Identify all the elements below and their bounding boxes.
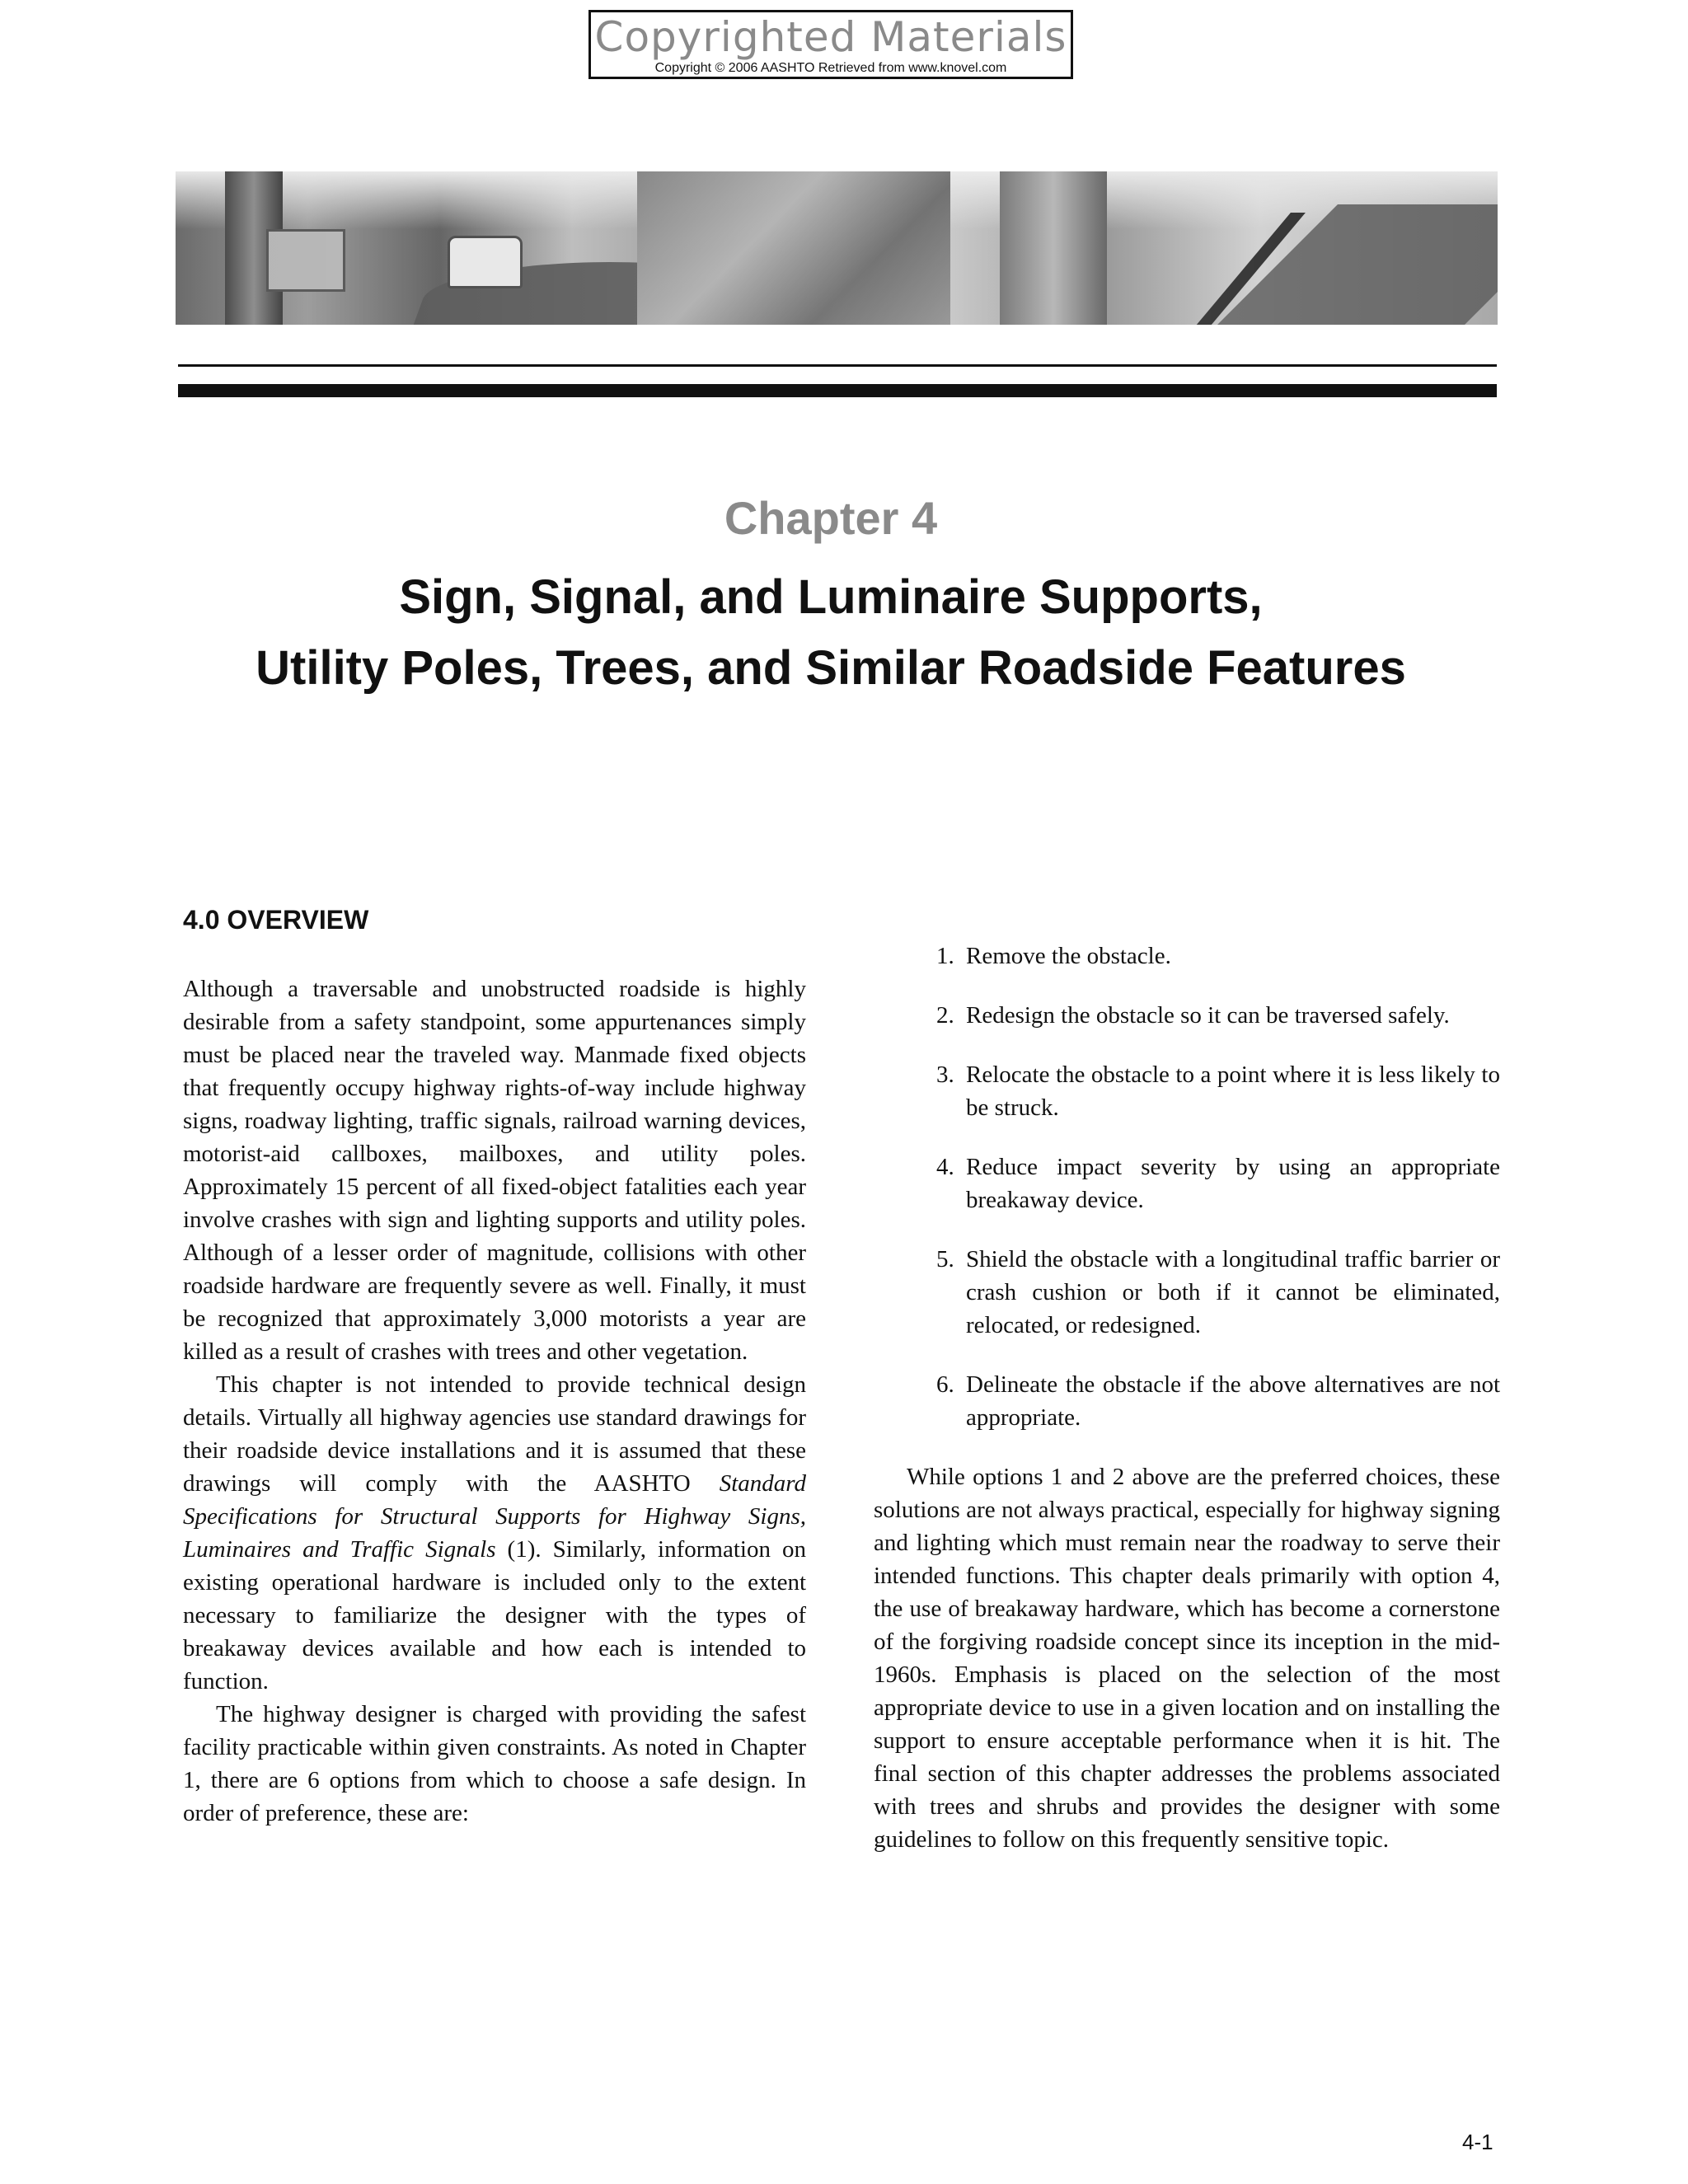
options-list bbox=[874, 940, 1500, 1434]
list-text: Shield the obstacle with a longitudinal traffic barrier or crash cushion or both if it cannot be eliminated, relocated, or redesigned. bbox=[966, 1246, 1500, 1338]
list-text: Remove the obstacle. bbox=[966, 943, 1171, 969]
paragraph-text: This chapter is not intended to provide technical design details. Virtually all highway agencies use standard drawings for their roadside device installations and it is assumed that these drawings will comply with the AASHTO bbox=[183, 1371, 806, 1497]
list-item bbox=[874, 1151, 1500, 1216]
list-text: Reduce impact severity by using an appropriate breakaway device. bbox=[966, 1154, 1500, 1213]
publication-title: Standard Specifications for Structural Supports for Highway Signs, Luminaires and Traffic Signals bbox=[183, 1470, 806, 1563]
chapter-banner-image bbox=[176, 171, 1498, 325]
list-item bbox=[874, 999, 1500, 1032]
right-column bbox=[874, 940, 1500, 1856]
list-text: Delineate the obstacle if the above alternatives are not appropriate. bbox=[966, 1371, 1500, 1431]
list-number: 5. bbox=[936, 1246, 954, 1272]
section-heading: 4.0 OVERVIEW bbox=[183, 905, 369, 935]
list-number: 3. bbox=[936, 1062, 954, 1088]
left-column bbox=[183, 972, 806, 1830]
chapter-title bbox=[0, 562, 1662, 704]
list-text: Redesign the obstacle so it can be traversed safely. bbox=[966, 1002, 1450, 1029]
paragraph: Although a traversable and unobstructed roadside is highly desirable from a safety standpoint, some appurtenances simply must be placed near the traveled way. Manmade fixed objects that frequently occupy highway rights-of-way include highway signs, roadway lighting, traffic signals, railroad warning devices, motorist-aid callboxes, mailboxes, and utility poles. Approximately 15 percent of all fixed-object fatalities each year involve crashes with sign and lighting supports and utility poles. Although of a lesser order of magnitude, collisions with other roadside hardware are frequently severe as well. Finally, it must be recognized that approximately 3,000 motorists a year are killed as a result of crashes with trees and other vegetation. bbox=[183, 976, 806, 1365]
list-item bbox=[874, 940, 1500, 972]
chapter-title-line2: Utility Poles, Trees, and Similar Roadside Features bbox=[256, 641, 1406, 695]
list-item bbox=[874, 1243, 1500, 1342]
list-number: 1. bbox=[936, 943, 954, 969]
paragraph: The highway designer is charged with providing the safest facility practicable within given constraints. As noted in Chapter 1, there are 6 options from which to choose a safe design. In order of preference, these are: bbox=[183, 1701, 806, 1826]
list-item bbox=[874, 1058, 1500, 1124]
list-number: 4. bbox=[936, 1154, 954, 1180]
copyright-title: Copyrighted Materials bbox=[594, 13, 1067, 61]
header-rule-thin bbox=[178, 364, 1497, 367]
paragraph bbox=[183, 1368, 806, 1698]
chapter-title-line1: Sign, Signal, and Luminaire Supports, bbox=[399, 570, 1263, 624]
copyright-notice bbox=[588, 10, 1073, 79]
list-number: 2. bbox=[936, 1002, 954, 1029]
banner-overlay bbox=[176, 171, 1498, 325]
copyright-subtitle: Copyright © 2006 AASHTO Retrieved from www.knovel.com bbox=[654, 61, 1007, 75]
paragraph: While options 1 and 2 above are the preferred choices, these solutions are not always practical, especially for highway signing and lighting which must remain near the roadway to serve their intended functions. This chapter deals primarily with option 4, the use of breakaway hardware, which has become a cornerstone of the forgiving roadside concept since its inception in the mid-1960s. Emphasis is placed on the selection of the most appropriate device to use in a given location and on installing the support to ensure acceptable performance when it is hit. The final section of this chapter addresses the problems associated with trees and shrubs and provides the designer with some guidelines to follow on this frequently sensitive topic. bbox=[874, 1464, 1500, 1853]
page-number: 4-1 bbox=[1462, 2130, 1493, 2154]
list-number: 6. bbox=[936, 1371, 954, 1398]
header-rule-thick bbox=[178, 384, 1497, 397]
list-text: Relocate the obstacle to a point where it is less likely to be struck. bbox=[966, 1062, 1500, 1121]
paragraph-text: (1). Similarly, information on existing operational hardware is included only to the extent necessary to familiarize the designer with the types of breakaway devices available and how each is intended to function. bbox=[183, 1536, 806, 1694]
list-item bbox=[874, 1368, 1500, 1434]
chapter-label: Chapter 4 bbox=[724, 492, 938, 544]
